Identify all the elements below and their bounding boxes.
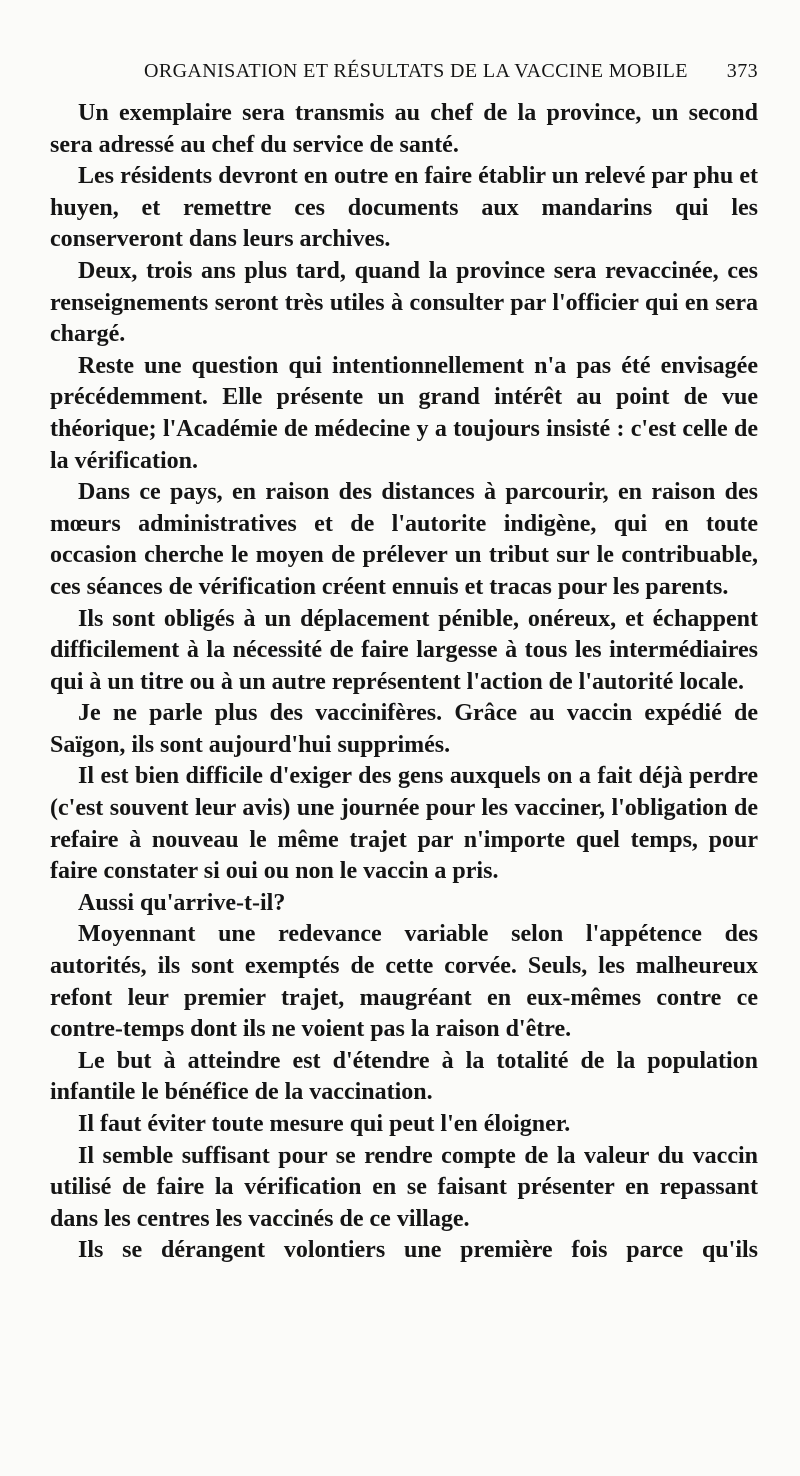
paragraph: Deux, trois ans plus tard, quand la province sera revaccinée, ces renseignements seront très utiles à consulter par l'officier qui en sera chargé. — [50, 257, 758, 348]
paragraph: Les résidents devront en outre en faire établir un relevé par phu et huyen, et remettre ces documents aux mandarins qui les conserveront dans leurs archives. — [50, 163, 758, 253]
page-number: 373 — [726, 60, 758, 82]
paragraph: Dans ce pays, en raison des distances à parcourir, en raison des mœurs administratives et de l'autorite indigène, qui en toute occasion cherche le moyen de prélever un tribut sur le contribuable, ces séances de vérification créent ennuis et tracas pour les parents. — [50, 479, 758, 600]
paragraph: Aussi qu'arrive-t-il? — [78, 889, 286, 916]
paragraph: Reste une question qui intentionnellement n'a pas été envisagée précédemment. Elle présente un grand intérêt au point de vue théorique; l'Académie de médecine y a toujours insisté : c'est celle de la vérification. — [50, 352, 758, 474]
paragraph: Il faut éviter toute mesure qui peut l'en éloigner. — [78, 1111, 571, 1137]
paragraph: Un exemplaire sera transmis au chef de la province, un second sera adressé au chef du service de santé. — [50, 100, 758, 158]
paragraph: Je ne parle plus des vaccinifères. Grâce au vaccin expédié de Saïgon, ils sont aujourd'hui supprimés. — [50, 700, 758, 758]
paragraph: Ils sont obligés à un déplacement pénible, onéreux, et échappent difficilement à la nécessité de faire largesse à tous les intermédiaires qui à un titre ou à un autre représentent l'action de l'autorité locale. — [50, 605, 758, 695]
running-title: ORGANISATION ET RÉSULTATS DE LA VACCINE MOBILE — [144, 60, 688, 82]
paragraph: Il semble suffisant pour se rendre compte de la valeur du vaccin utilisé de faire la vérification en se faisant présenter en repassant dans les centres les vaccinés de ce village. — [50, 1142, 758, 1232]
paragraph: Le but à atteindre est d'étendre à la totalité de la population infantile le bénéfice de la vaccination. — [50, 1047, 758, 1106]
paragraph: Il est bien difficile d'exiger des gens auxquels on a fait déjà perdre (c'est souvent leur avis) une journée pour les vacciner, l'obligation de refaire à nouveau le même trajet par n'importe quel temps, pour faire constater si oui ou non le vaccin a pris. — [50, 763, 758, 885]
running-header — [48, 60, 758, 88]
page-body — [50, 98, 758, 1267]
paragraph-continued: Ils se dérangent volontiers une première fois parce qu'ils — [78, 1237, 758, 1264]
paragraph: Moyennant une redevance variable selon l'appétence des autorités, ils sont exemptés de cette corvée. Seuls, les malheureux refont leur premier trajet, maugréant en eux-mêmes contre ce contre-temps dont ils ne voient pas la raison d'être. — [50, 921, 758, 1043]
